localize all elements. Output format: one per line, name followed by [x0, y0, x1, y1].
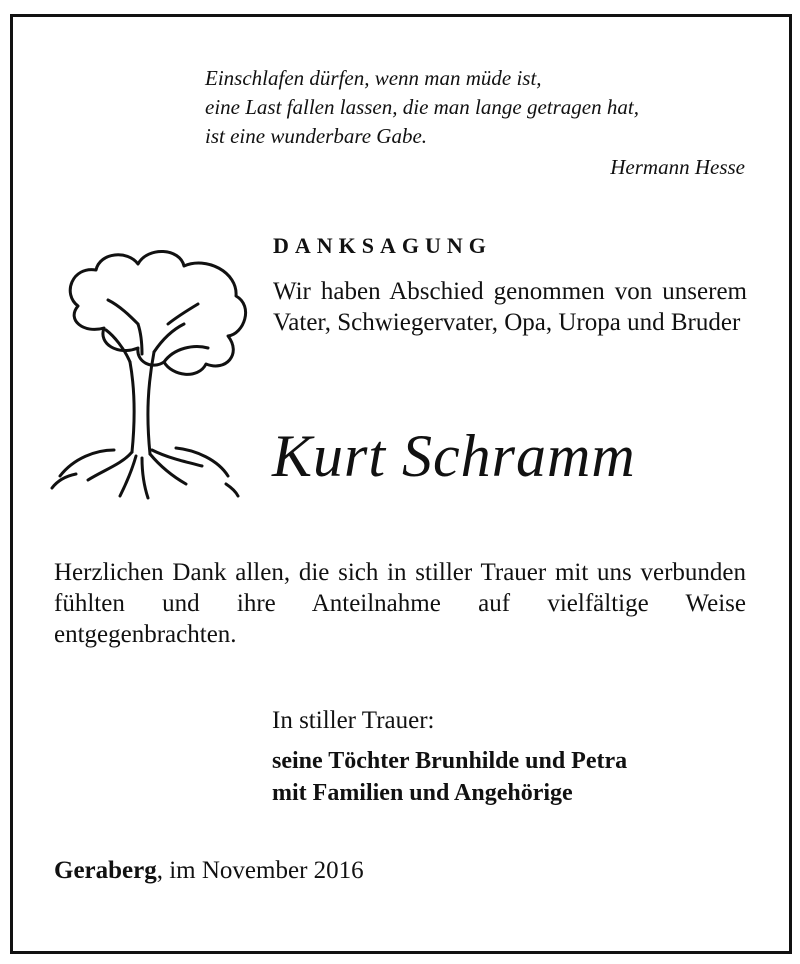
intro-text: Wir haben Abschied genommen von unserem Vater, Schwiegervater, Opa, Uropa und Bruder — [273, 278, 747, 336]
quote-line: ist eine wunderbare Gabe. — [205, 124, 428, 148]
quote-block — [205, 64, 745, 182]
heading-danksagung: DANKSAGUNG — [273, 233, 492, 258]
deceased-name: Kurt Schramm — [272, 423, 636, 489]
place-city: Geraberg — [54, 857, 157, 884]
family-line: seine Töchter Brunhilde und Petra — [272, 748, 628, 774]
place-date-text: , im November 2016 — [156, 857, 364, 884]
quote-line: Einschlafen dürfen, wenn man müde ist, — [205, 66, 542, 90]
family-block — [272, 745, 627, 809]
tree-icon — [48, 244, 248, 506]
place-date — [54, 857, 364, 885]
family-line: mit Familien und Angehörige — [272, 780, 573, 806]
thanks-text: Herzlichen Dank allen, die sich in stiller Trauer mit uns verbunden fühlten und ihre Anteilnahme auf vielfältige Weise entgegenbrachten. — [54, 559, 746, 648]
mourning-label: In stiller Trauer: — [272, 707, 435, 734]
quote-line: eine Last fallen lassen, die man lange getragen hat, — [205, 95, 639, 119]
quote-author: Hermann Hesse — [610, 155, 745, 179]
